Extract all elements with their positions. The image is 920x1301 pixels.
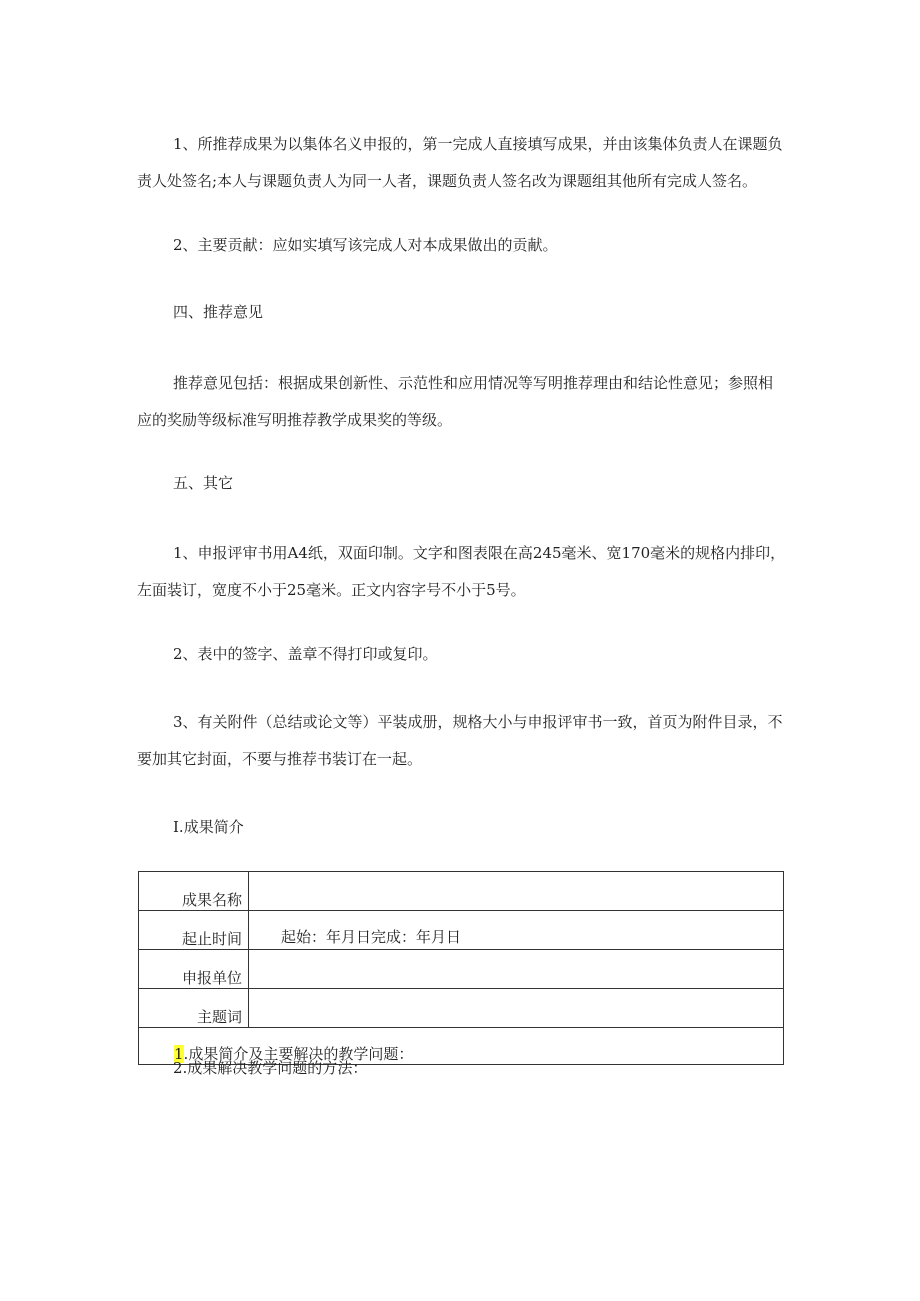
- period-cell[interactable]: 起始：年月日完成：年月日: [249, 911, 784, 950]
- applicant-unit-cell[interactable]: [249, 950, 784, 989]
- paragraph-text: 1、申报评审书用A4纸，双面印制。文字和图表限在高245毫米、宽170毫米的规格内排印，左面装订，宽度不小于25毫米。正文内容字号不小于5号。: [137, 544, 786, 599]
- keywords-cell[interactable]: [249, 989, 784, 1028]
- achievement-info-table: [138, 871, 784, 1065]
- section-heading-recommendation: 四、推荐意见: [173, 303, 264, 321]
- paragraph-text: 2、主要贡献：应如实填写该完成人对本成果做出的贡献。: [173, 236, 558, 254]
- paragraph-text: 3、有关附件（总结或论文等）平装成册，规格大小与申报评审书一致，首页为附件目录，不要加其它封面，不要与推荐书装订在一起。: [137, 713, 783, 768]
- paragraph-contribution-note: [137, 227, 787, 264]
- row-label: 主题词: [139, 989, 249, 1028]
- highlighted-number: 1: [174, 1045, 184, 1063]
- paragraph-signature-note: [137, 126, 787, 200]
- paragraph-other-item-2: [137, 636, 787, 673]
- paragraph-recommendation: [137, 365, 787, 439]
- table-row: [139, 989, 784, 1028]
- section-heading-other: 五、其它: [173, 474, 234, 492]
- paragraph-other-item-1: [137, 535, 787, 609]
- row-label: 申报单位: [139, 950, 249, 989]
- table-row: [139, 911, 784, 950]
- paragraph-text: 1、所推荐成果为以集体名义申报的，第一完成人直接填写成果，并由该集体负责人在课题负责人处签名;本人与课题负责人为同一人者，课题负责人签名改为课题组其他所有完成人签名。: [137, 135, 783, 190]
- section-heading-achievement-intro: I.成果简介: [173, 818, 244, 836]
- table-row: [139, 950, 784, 989]
- row-label: 起止时间: [139, 911, 249, 950]
- table-row: [139, 872, 784, 911]
- paragraph-text: 2、表中的签字、盖章不得打印或复印。: [173, 645, 438, 663]
- paragraph-text: 推荐意见包括：根据成果创新性、示范性和应用情况等写明推荐理由和结论性意见；参照相应的奖励等级标准写明推荐教学成果奖的等级。: [137, 374, 774, 429]
- intro-label: .成果简介及主要解决的教学问题：: [183, 1045, 414, 1063]
- achievement-name-cell[interactable]: [249, 872, 784, 911]
- paragraph-other-item-3: [137, 704, 787, 778]
- method-label: 2.成果解决教学问题的方法：: [173, 1059, 368, 1077]
- row-label: 成果名称: [139, 872, 249, 911]
